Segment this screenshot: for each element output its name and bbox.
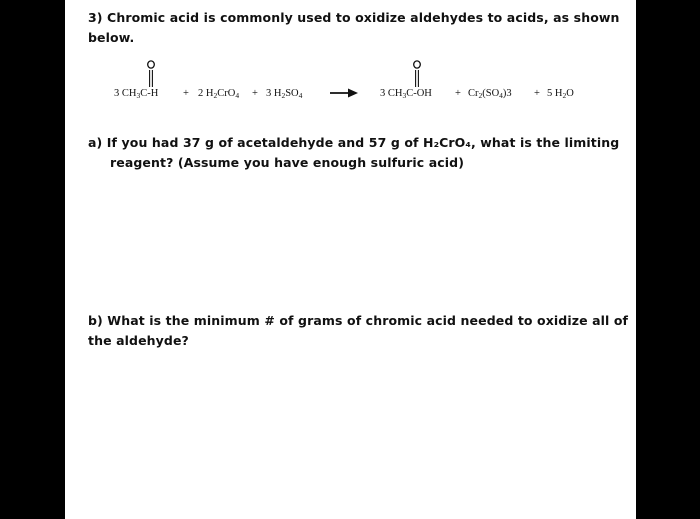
question-3 [88, 8, 620, 48]
chemical-equation [65, 60, 636, 110]
part-b-line-2: the aldehyde? [88, 333, 189, 348]
reactant-sulfuric-acid: 3 $H_2SO_4$ [266, 88, 303, 100]
plus-sign: + [183, 88, 189, 99]
product-water: 5 $H_2O$ [547, 88, 574, 100]
product-acetic-acid: 3 $CH_3C-OH$ [380, 88, 432, 100]
part-b-line-1: b) What is the minimum # of grams of chromic acid needed to oxidize all of [88, 313, 629, 328]
carbonyl-oxygen-icon [145, 60, 157, 90]
document-page [65, 0, 636, 519]
question-part-b [88, 311, 628, 351]
part-a-line-1: a) If you had 37 g of acetaldehyde and 57 g of H₂CrO₄, what is the limiting [88, 135, 620, 150]
question-part-a [88, 133, 619, 173]
reactant-chromic-acid: 2 $H_2CrO_4$ [198, 88, 240, 100]
plus-sign: + [455, 88, 461, 99]
plus-sign: + [252, 88, 258, 99]
part-a-line-2: reagent? (Assume you have enough sulfuric acid) [110, 155, 465, 170]
carbonyl-oxygen-icon [411, 60, 423, 90]
question-3-line-1: 3) Chromic acid is commonly used to oxidize aldehydes to acids, as shown [88, 10, 620, 25]
reactant-acetaldehyde: 3 $CH_3C-H$ [114, 88, 159, 100]
product-chromium-sulfate: $Cr_2(SO_4)3$ [468, 88, 512, 100]
plus-sign: + [534, 88, 540, 99]
reaction-arrow-icon [329, 87, 359, 99]
question-3-line-2: below. [88, 30, 135, 45]
